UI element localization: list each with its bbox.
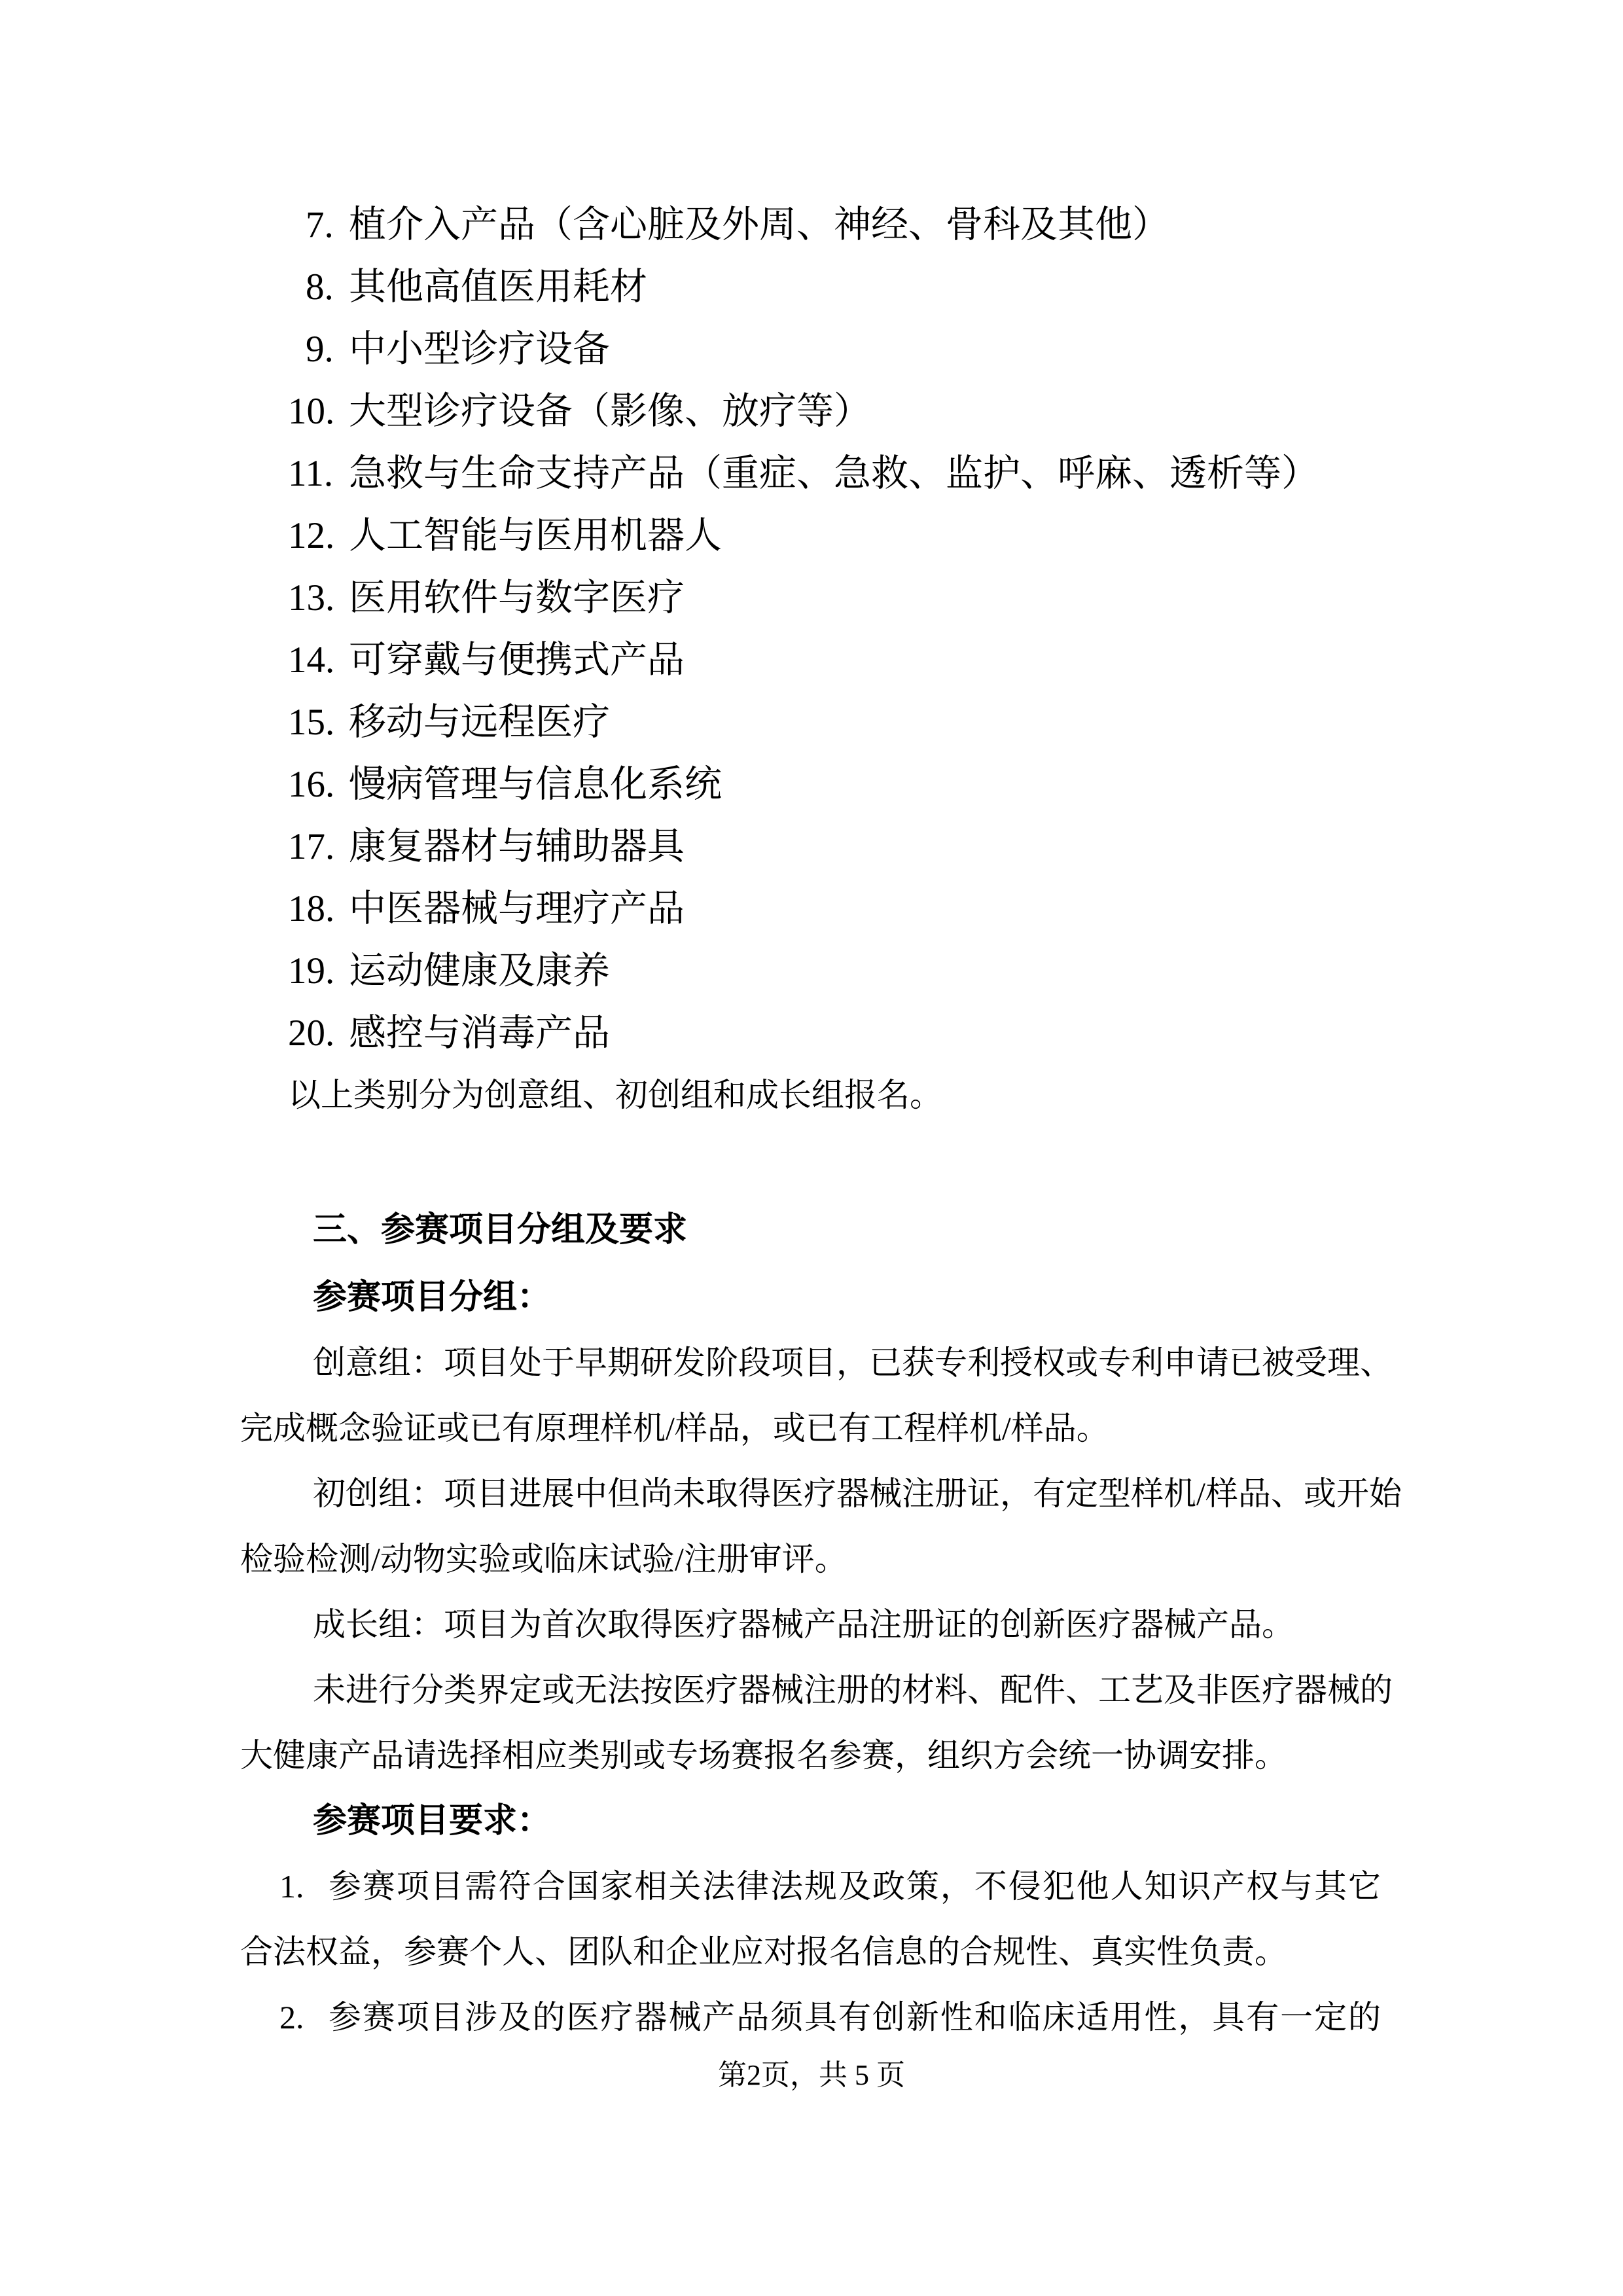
list-item bbox=[240, 816, 1381, 878]
group-line: 大健康产品请选择相应类别或专场赛报名参赛，组织方会统一协调安排。 bbox=[240, 1737, 1287, 1774]
list-item-number: 18. bbox=[288, 888, 335, 929]
list-item-number: 17. bbox=[288, 826, 335, 867]
list-item-text: 医用软件与数字医疗 bbox=[349, 577, 685, 619]
requirement-text: 参赛项目涉及的医疗器械产品须具有创新性和临床适用性，具有一定的 bbox=[329, 1999, 1381, 2036]
group-line: 成长组：项目为首次取得医疗器械产品注册证的创新医疗器械产品。 bbox=[313, 1606, 1294, 1643]
list-item-text: 其他高值医用耗材 bbox=[349, 266, 647, 308]
page-footer bbox=[0, 2060, 1623, 2090]
requirement-line bbox=[240, 1984, 1381, 2050]
list-item-number: 19. bbox=[288, 950, 335, 992]
section-heading: 三、参赛项目分组及要求 bbox=[313, 1211, 688, 1249]
list-item-text: 康复器材与辅助器具 bbox=[349, 826, 685, 867]
document-content bbox=[240, 194, 1402, 2050]
list-item-text: 移动与远程医疗 bbox=[349, 702, 610, 743]
group-line: 创意组：项目处于早期研发阶段项目，已获专利授权或专利申请已被受理、 bbox=[313, 1344, 1393, 1381]
list-item-text: 感控与消毒产品 bbox=[349, 1013, 610, 1054]
list-item-number: 8. bbox=[306, 266, 334, 308]
group-line: 初创组：项目进展中但尚未取得医疗器械注册证，有定型样机/样品、或开始 bbox=[313, 1475, 1402, 1512]
grouping-label: 参赛项目分组： bbox=[313, 1278, 552, 1316]
list-item-text: 中小型诊疗设备 bbox=[349, 329, 610, 370]
list-item bbox=[240, 380, 1381, 442]
group-line: 未进行分类界定或无法按医疗器械注册的材料、配件、工艺及非医疗器械的 bbox=[313, 1672, 1393, 1708]
list-item bbox=[240, 940, 1381, 1002]
list-item bbox=[240, 318, 1381, 380]
list-item-number: 14. bbox=[288, 639, 335, 681]
list-item-text: 植介入产品（含心脏及外周、神经、骨科及其他） bbox=[349, 204, 1169, 245]
list-item bbox=[240, 442, 1381, 505]
list-item-number: 11. bbox=[288, 453, 334, 494]
list-item-number: 9. bbox=[306, 329, 334, 370]
requirements-label: 参赛项目要求： bbox=[313, 1802, 552, 1840]
list-item-number: 15. bbox=[288, 702, 335, 743]
group-line: 检验检测/动物实验或临床试验/注册审评。 bbox=[240, 1541, 847, 1577]
list-item bbox=[240, 194, 1381, 256]
list-item-number: 10. bbox=[288, 391, 335, 432]
requirement-line bbox=[240, 1854, 1381, 1919]
list-item bbox=[240, 256, 1381, 318]
list-item bbox=[240, 878, 1381, 940]
page-number: 第2页，共 5 页 bbox=[718, 2059, 905, 2091]
list-item-text: 急救与生命支持产品（重症、急救、监护、呼麻、透析等） bbox=[349, 453, 1319, 494]
list-item-text: 运动健康及康养 bbox=[349, 950, 610, 992]
list-item-number: 12. bbox=[288, 515, 335, 556]
list-item-text: 人工智能与医用机器人 bbox=[349, 515, 722, 556]
list-item-number: 16. bbox=[288, 764, 335, 805]
list-item bbox=[240, 567, 1381, 629]
list-item bbox=[240, 505, 1381, 567]
requirement-item-number: 2. bbox=[279, 1999, 304, 2036]
list-item-text: 中医器械与理疗产品 bbox=[349, 888, 685, 929]
list-item-text: 慢病管理与信息化系统 bbox=[349, 764, 722, 805]
list-item bbox=[240, 629, 1381, 691]
closing-paragraph: 以上类别分为创意组、初创组和成长组报名。 bbox=[288, 1077, 942, 1113]
list-item bbox=[240, 691, 1381, 753]
list-item-number: 13. bbox=[288, 577, 335, 619]
group-line: 完成概念验证或已有原理样机/样品，或已有工程样机/样品。 bbox=[240, 1410, 1109, 1446]
list-item bbox=[240, 1002, 1381, 1064]
requirement-item-number: 1. bbox=[279, 1868, 304, 1905]
list-item-number: 7. bbox=[306, 204, 334, 245]
requirement-text: 参赛项目需符合国家相关法律法规及政策，不侵犯他人知识产权与其它 bbox=[329, 1868, 1381, 1905]
list-item bbox=[240, 753, 1381, 816]
list-item-text: 大型诊疗设备（影像、放疗等） bbox=[349, 391, 871, 432]
list-item-number: 20. bbox=[288, 1013, 335, 1054]
requirement-line: 合法权益，参赛个人、团队和企业应对报名信息的合规性、真实性负责。 bbox=[240, 1933, 1287, 1970]
list-item-text: 可穿戴与便携式产品 bbox=[349, 639, 685, 681]
